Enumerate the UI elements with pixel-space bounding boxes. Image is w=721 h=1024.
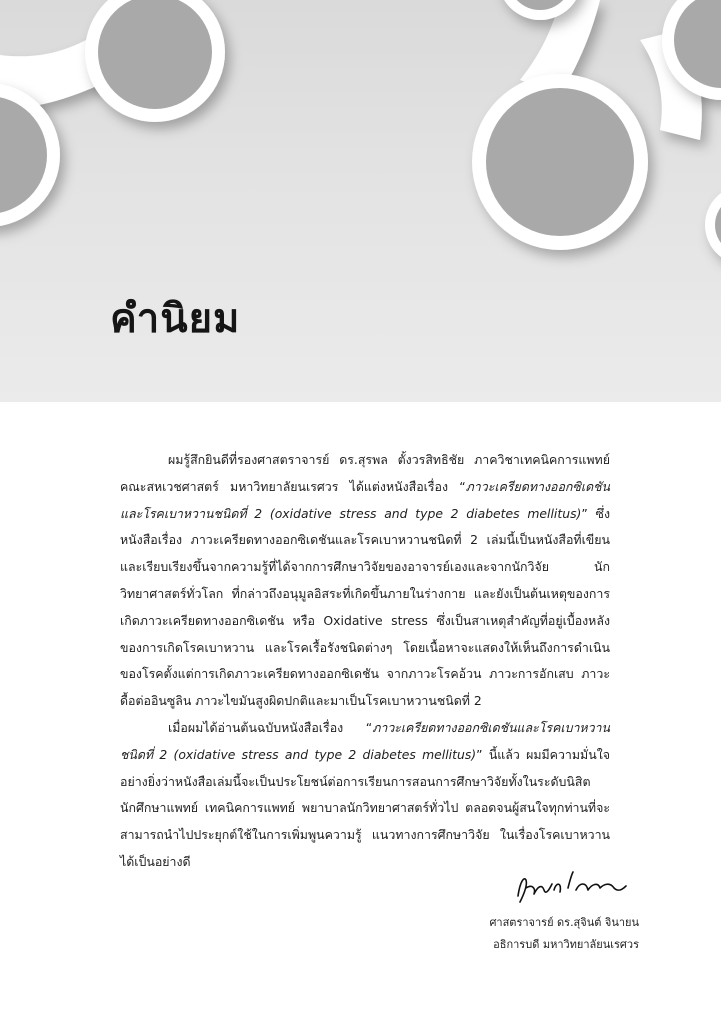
header-banner <box>0 0 721 402</box>
signer-position: อธิการบดี มหาวิทยาลัยนเรศวร <box>493 938 639 951</box>
filled-circle <box>98 0 212 109</box>
handwritten-signature <box>510 868 630 908</box>
book-title: ภาวะเครียดทางออกซิเดชันและโรคเบาหวานชนิดที่ 2 (oxidative stress and type 2 diabetes mellitus) <box>120 719 610 762</box>
decorative-circles <box>0 0 721 402</box>
paragraph-2: เมื่อผมได้อ่านต้นฉบับหนังสือเรื่อง “ภาวะเครียดทางออกซิเดชันและโรคเบาหวานชนิดที่ 2 (oxidative stress and type 2 diabetes mellitus)” นี้แล้ว ผมมีความมั่นใจอย่างยิ่งว่าหนังสือเล่มนี้จะเป็นประโยชน์ต่อการเรียนการสอนการศึกษาวิจัยทั้งในระดับนิสิต นักศึกษาแพทย์ เทคนิคการแพทย์ พยาบาลนักวิทยาศาสตร์ทั่วไป ตลอดจนผู้สนใจทุกท่านที่จะสามารถนำไปประยุกต์ใช้ในการเพิ่มพูนความรู้ แนวทางการศึกษาวิจัย ในเรื่องโรคเบาหวานได้เป็นอย่างดี <box>120 719 611 869</box>
signer-name: ศาสตราจารย์ ดร.สุจินต์ จินายน <box>489 916 639 929</box>
foreword-body <box>120 447 610 876</box>
book-title: ภาวะเครียดทางออกซิเดชันและโรคเบาหวานชนิดที่ 2 (oxidative stress and type 2 diabetes mellitus) <box>120 478 610 521</box>
signer-block <box>489 912 639 956</box>
page-title: คำนิยม <box>110 296 241 342</box>
filled-circle <box>486 88 634 236</box>
paragraph-1: ผมรู้สึกยินดีที่รองศาสตราจารย์ ดร.สุรพล ตั้งวรสิทธิชัย ภาควิชาเทคนิคการแพทย์ คณะสหเวชศาสตร์ มหาวิทยาลัยนเรศวร ได้แต่งหนังสือเรื่อง “ภาวะเครียดทางออกซิเดชันและโรคเบาหวานชนิดที่ 2 (oxidative stress and type 2 diabetes mellitus)” ซึ่งหนังสือเรื่อง ภาวะเครียดทางออกซิเดชันและโรคเบาหวานชนิดที่ 2 เล่มนี้เป็นหนังสือที่เขียนและเรียบเรียงขึ้นจากความรู้ที่ได้จากการศึกษาวิจัยของอาจารย์เองและจากนักวิจัย นักวิทยาศาสตร์ทั่วโลก ที่กล่าวถึงอนุมูลอิสระที่เกิดขึ้นภายในร่างกาย และยังเป็นต้นเหตุของการเกิดภาวะเครียดทางออกซิเดชัน หรือ Oxidative stress ซึ่งเป็นสาเหตุสำคัญที่อยู่เบื้องหลังของการเกิดโรคเบาหวาน และโรคเรื้อรังชนิดต่างๆ โดยเนื้อหาจะแสดงให้เห็นถึงการดำเนินของโรคตั้งแต่การเกิดภาวะเครียดทางออกซิเดชัน จากภาวะโรคอ้วน ภาวะการอักเสบ ภาวะดื้อต่ออินซูลิน ภาวะไขมันสูงผิดปกติและมาเป็นโรคเบาหวานชนิดที่ 2 <box>120 452 610 709</box>
